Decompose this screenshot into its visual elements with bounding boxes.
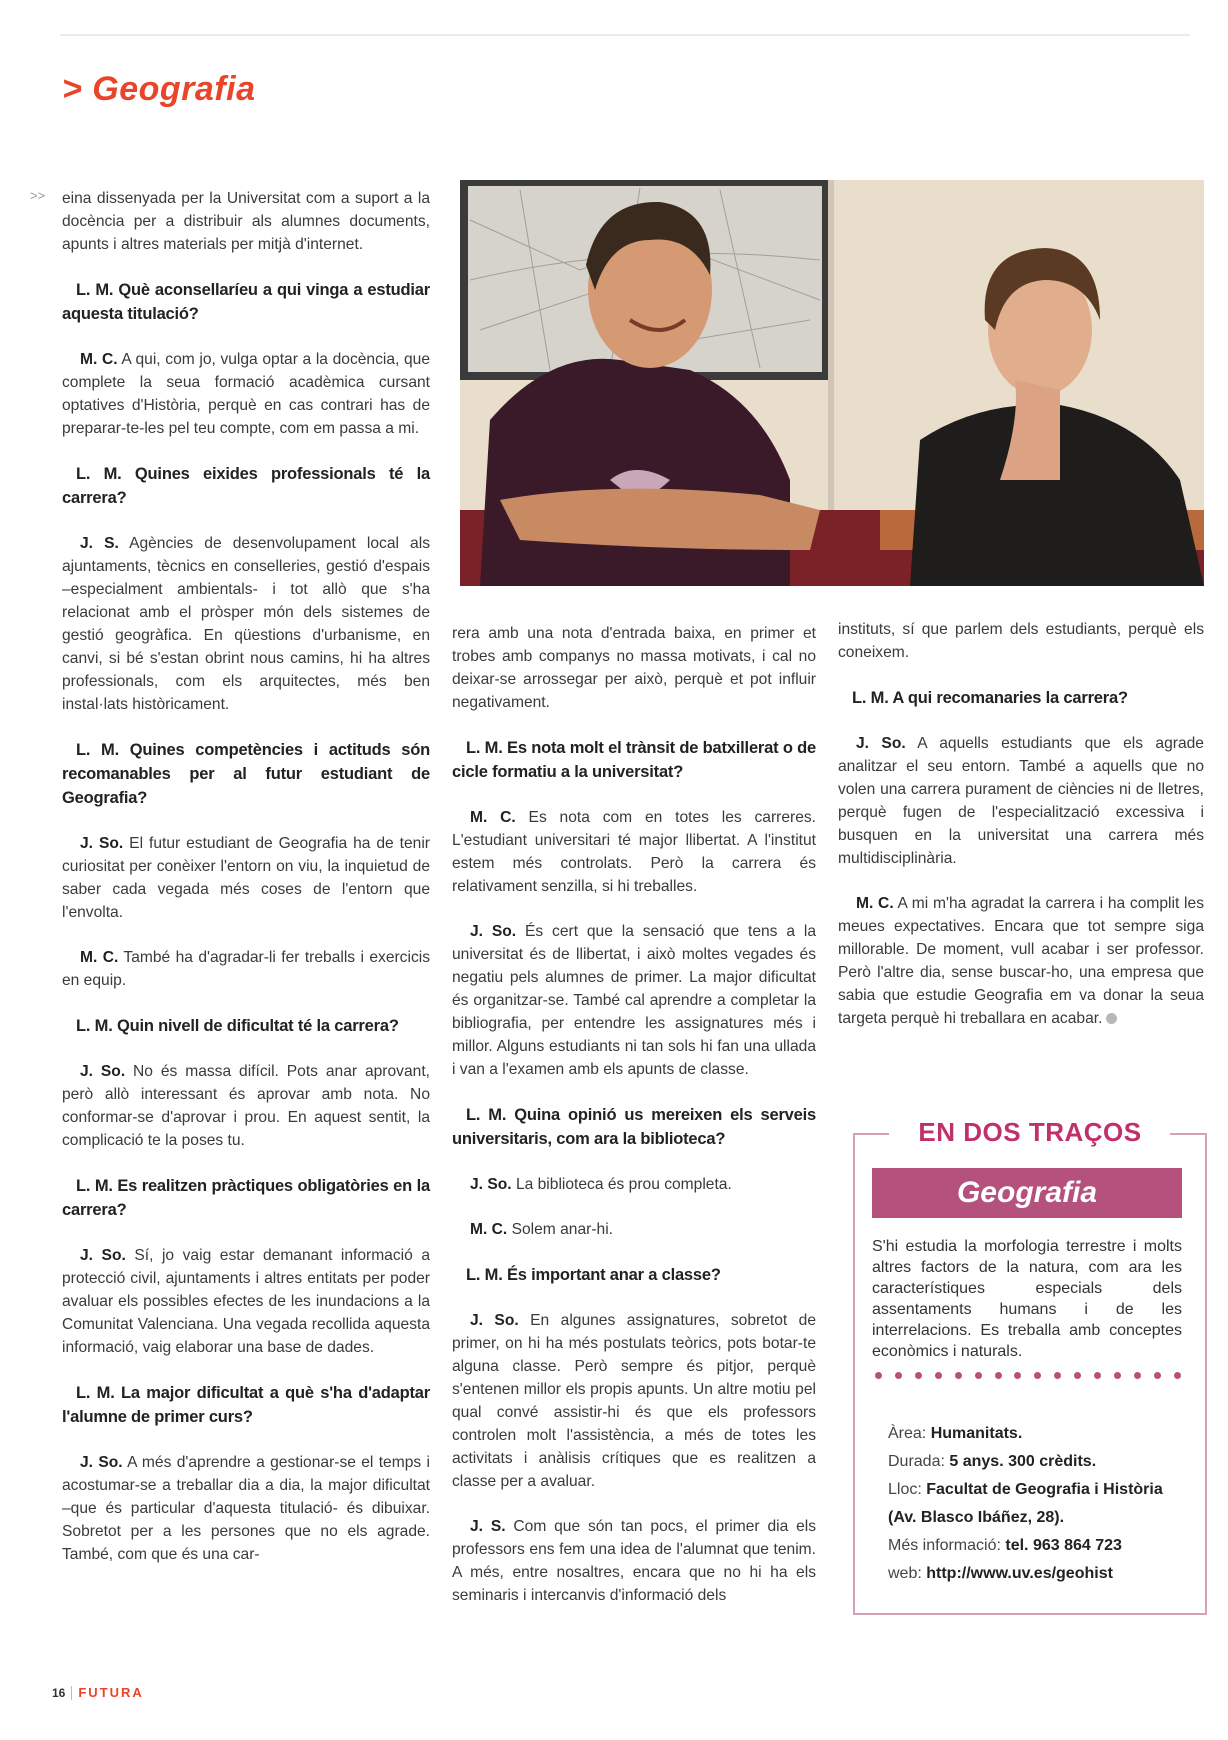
question: L. M. Quines eixides professionals té la carrera? [62, 465, 430, 507]
interview-photo [460, 180, 1204, 586]
speaker: J. S. [80, 535, 119, 552]
detail-label: Lloc: [888, 1481, 922, 1498]
page-number: 16 [52, 1685, 66, 1700]
answer [62, 1060, 430, 1152]
detail-value: tel. 963 864 723 [1005, 1537, 1122, 1554]
detail-web [888, 1560, 1188, 1588]
article-column-3 [838, 618, 1204, 1052]
speaker: J. So. [470, 1312, 519, 1329]
answer-text: També ha d'agradar-li fer treballs i exercicis en equip. [62, 949, 430, 989]
speaker: M. C. [470, 809, 516, 826]
question: L. M. Quina opinió us mereixen els serveis universitaris, com ara la biblioteca? [452, 1106, 816, 1148]
speaker: M. C. [470, 1221, 508, 1238]
detail-label: Durada: [888, 1453, 945, 1470]
speaker: M. C. [80, 949, 119, 966]
question: L. M. A qui recomanaries la carrera? [852, 689, 1128, 707]
speaker: J. So. [470, 1176, 512, 1193]
article-column-1 [62, 187, 430, 1588]
detail-label: Més informació: [888, 1537, 1001, 1554]
answer-continuation: rera amb una nota d'entrada baixa, en primer et trobes amb companys no massa motivats, i cal no deixar-se arrossegar per això, perquè et pot influir negativament. [452, 625, 816, 711]
answer [838, 732, 1204, 870]
answer [62, 348, 430, 440]
answer-text: A mi m'ha agradat la carrera i ha complit les meues expectatives. Encara que tot sempre siga millorable. De moment, vull acabar i ser professor. Però l'altre dia, sense buscar-ho, una empresa que sabia que estudie Geografia em va donar la seua targeta perquè hi treballara en acabar. [838, 895, 1204, 1027]
detail-value: 5 anys. 300 crèdits. [949, 1453, 1097, 1470]
speaker: J. So. [470, 923, 517, 940]
info-box-heading: EN DOS TRAÇOS [918, 1117, 1142, 1147]
detail-label: web: [888, 1565, 922, 1582]
photo-illustration [460, 180, 1204, 586]
detail-info [888, 1532, 1188, 1560]
speaker: J. So. [80, 1063, 126, 1080]
speaker: J. So. [856, 735, 906, 752]
answer-text: És cert que la sensació que tens a la universitat és de llibertat, i això moltes vegades és negatiu pels alumnes de primer. La major dificultat és organitzar-se. També cal aprendre a completar la bibliografia, per entendre les assignatures més i millor. Alguns estudiants ni tan sols hi fan una ullada i van a l'examen amb els apunts de classe. [452, 923, 816, 1078]
info-box-details [888, 1420, 1188, 1588]
speaker: M. C. [80, 351, 118, 368]
footer-separator [71, 1686, 72, 1700]
detail-value: Facultat de Geografia i Història (Av. Blasco Ibáñez, 28). [888, 1481, 1163, 1526]
question: L. M. Què aconsellaríeu a qui vinga a estudiar aquesta titulació? [62, 281, 430, 323]
continuation-marker: >> [30, 188, 46, 203]
info-box-description: S'hi estudia la morfologia terrestre i molts altres factors de la natura, com ara les característiques especials dels assentaments humans i de les interrelacions. Es treballa amb conceptes econòmics i naturals. [872, 1238, 1182, 1360]
answer [62, 832, 430, 924]
intro-paragraph: eina dissenyada per la Universitat com a suport a la docència per a distribuir als alumnes documents, apunts i altres materials per mitjà d'internet. [62, 190, 430, 253]
question: L. M. Es realitzen pràctiques obligatòries en la carrera? [62, 1177, 430, 1219]
answer-text: En algunes assignatures, sobretot de primer, on hi ha més postulats teòrics, pots botar-te alguna classe. Però sempre és pitjor, perquè s'entenen millor els propis apunts. Un altre motiu pel qual convé assistir-hi és que els professors controlen molt l'assistència, a més de totes les activitats i anàlisis crítiques que es realitzen a classe per a avaluar. [452, 1312, 816, 1490]
detail-value: Humanitats. [930, 1425, 1023, 1442]
answer-text: Sí, jo vaig estar demanant informació a protecció civil, ajuntaments i altres entitats per poder avaluar els possibles efectes de les inundacions a la Comunitat Valenciana. Una vegada recollida aquesta informació, vaig elaborar una base de dades. [62, 1247, 430, 1356]
answer [452, 1218, 816, 1241]
answer-text: Com que són tan pocs, el primer dia els professors ens fem una idea de l'alumnat que tenim. A més, entre nosaltres, encara que no hi ha els seminaris i intercanvis d'informació dels [452, 1518, 816, 1604]
question: L. M. És important anar a classe? [466, 1266, 721, 1284]
answer-text: No és massa difícil. Pots anar aprovant, però allò interessant és aprovar amb nota. No conformar-se d'aprovar i prou. En aquest sentit, la complicació te la poses tu. [62, 1063, 430, 1149]
detail-area [888, 1420, 1188, 1448]
info-box-banner: Geografia [872, 1168, 1182, 1218]
answer-text: La biblioteca és prou completa. [515, 1176, 732, 1193]
answer-text: A més d'aprendre a gestionar-se el temps i acostumar-se a treballar dia a dia, la major dificultat –que és particular d'aquesta titulació- és dibuixar. Sobretot per a les persones que no els agrade. També, com que és una car- [62, 1454, 430, 1563]
answer [452, 920, 816, 1081]
answer [452, 1309, 816, 1493]
answer-continuation: instituts, sí que parlem dels estudiants, perquè els coneixem. [838, 621, 1204, 661]
dotted-divider [875, 1372, 1181, 1379]
answer-text: Solem anar-hi. [511, 1221, 613, 1238]
page-footer [52, 1685, 144, 1700]
detail-label: Àrea: [888, 1425, 927, 1442]
speaker: J. So. [80, 1247, 126, 1264]
answer-text: A qui, com jo, vulga optar a la docència, que complete la seua formació acadèmica cursant optatives d'Història, perquè en cas contrari has de preparar-te-les pel teu compte, com em passa a mi. [62, 351, 430, 437]
answer [62, 1451, 430, 1566]
end-of-article-bullet-icon [1106, 1013, 1117, 1024]
top-rule [60, 34, 1190, 36]
answer-text: A aquells estudiants que els agrade analitzar el seu entorn. També a aquells que no volen una carrera purament de ciències ni de lletres, perquè fugen de l'especialització excessiva i busquen en la universitat una carrera més multidisciplinària. [838, 735, 1204, 867]
speaker: J. So. [80, 1454, 123, 1471]
question: L. M. La major dificultat a què s'ha d'adaptar l'alumne de primer curs? [62, 1384, 430, 1426]
answer [62, 532, 430, 716]
answer [452, 1173, 816, 1196]
speaker: J. So. [80, 835, 124, 852]
answer [62, 946, 430, 992]
detail-durada [888, 1448, 1188, 1476]
detail-lloc [888, 1476, 1188, 1532]
question: L. M. Quines competències i actituds són recomanables per al futur estudiant de Geografia? [62, 741, 430, 807]
answer-text: Agències de desenvolupament local als ajuntaments, tècnics en conselleries, gestió d'espais –especialment ambientals- i tot allò que s'ha relacionat amb el pròsper món dels sistemes de gestió geogràfica. En qüestions d'urbanisme, en canvi, si bé s'estan obrint nous camins, hi ha altres professionals, com els arquitectes, més ben instal·lats històricament. [62, 535, 430, 713]
answer [838, 892, 1204, 1030]
question: L. M. Es nota molt el trànsit de batxillerat o de cicle formatiu a la universitat? [452, 739, 816, 781]
answer-text: El futur estudiant de Geografia ha de tenir curiositat per conèixer l'entorn on viu, la inquietud de saber cada vegada més coses de l'entorn que l'envolta. [62, 835, 430, 921]
answer-text: Es nota com en totes les carreres. L'estudiant universitari té major llibertat. A l'institut estem més controlats. Però la carrera és relativament senzilla, si hi treballes. [452, 809, 817, 895]
web-link[interactable]: http://www.uv.es/geohist [926, 1565, 1113, 1582]
article-column-2 [452, 622, 816, 1629]
magazine-name: FUTURA [78, 1685, 144, 1700]
question: L. M. Quin nivell de dificultat té la carrera? [76, 1017, 399, 1035]
section-title: > Geografia [62, 70, 256, 108]
speaker: M. C. [856, 895, 894, 912]
answer [62, 1244, 430, 1359]
speaker: J. S. [470, 1518, 506, 1535]
answer [452, 806, 816, 898]
answer [452, 1515, 816, 1607]
